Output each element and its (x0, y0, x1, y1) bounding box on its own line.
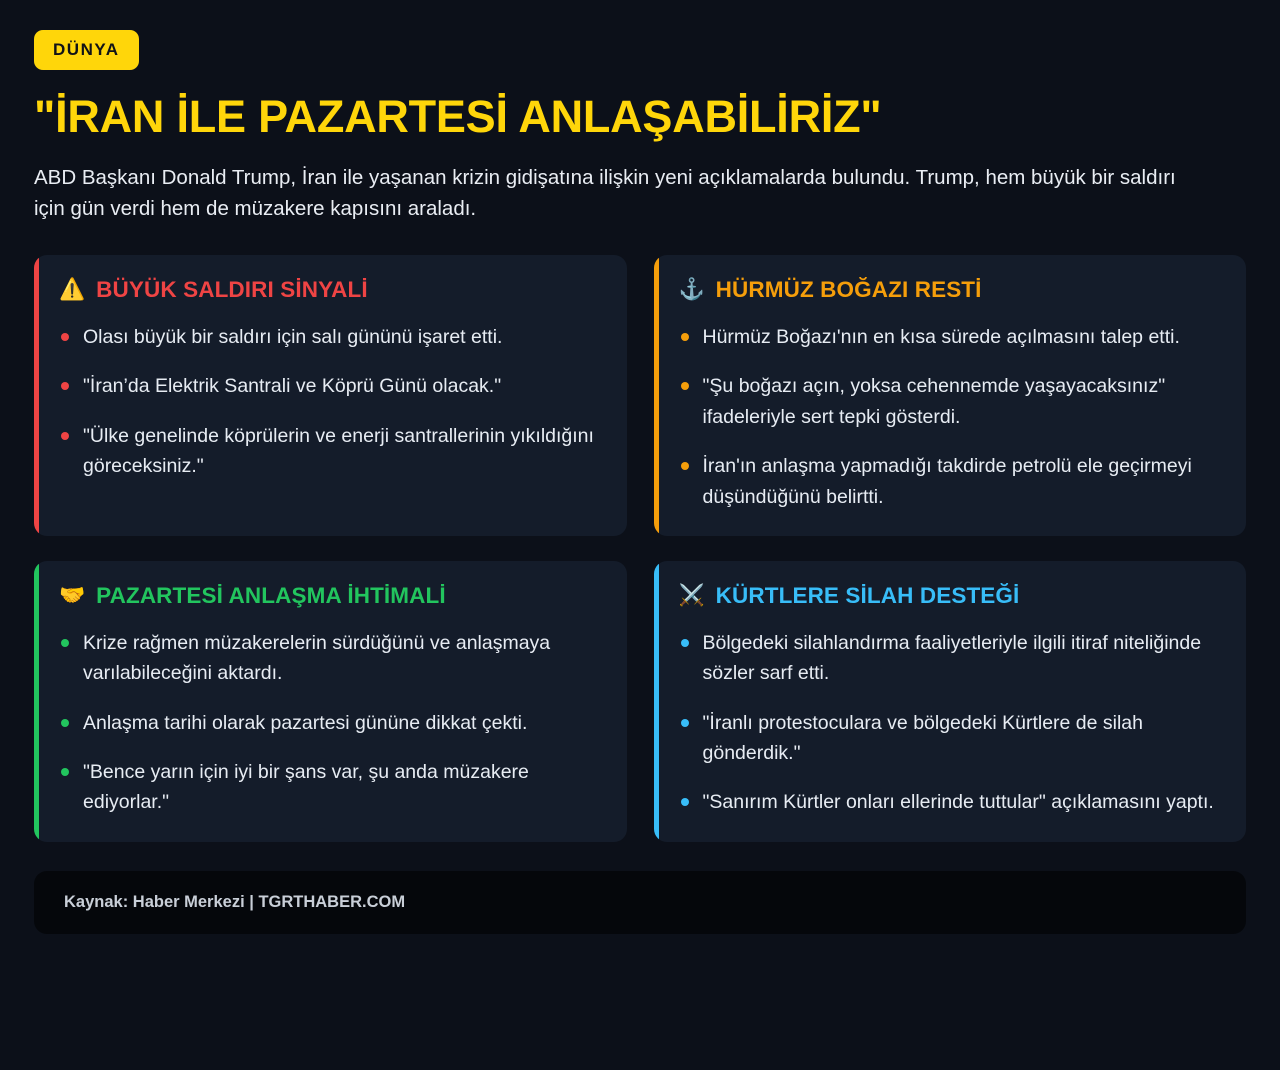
card-header (59, 277, 601, 303)
card-bullet-list (679, 322, 1221, 512)
info-card (654, 255, 1247, 536)
card-grid (34, 255, 1246, 842)
card-bullet-list (59, 628, 601, 818)
card-header (59, 583, 601, 609)
list-item: Krize rağmen müzakerelerin sürdüğünü ve anlaşmaya varılabileceğini aktardı. (59, 628, 601, 689)
card-title: PAZARTESİ ANLAŞMA İHTİMALİ (96, 582, 446, 608)
info-card (34, 255, 627, 536)
footer-source: Kaynak: Haber Merkezi | TGRTHABER.COM (34, 871, 1246, 934)
category-badge: DÜNYA (34, 30, 139, 70)
crossed-swords-icon: ⚔️ (678, 584, 705, 608)
anchor-icon: ⚓ (678, 278, 705, 302)
card-bullet-list (679, 628, 1221, 818)
list-item: "İran’da Elektrik Santrali ve Köprü Günü olacak." (59, 371, 601, 401)
card-title: KÜRTLERE SİLAH DESTEĞİ (715, 582, 1020, 608)
list-item: Hürmüz Boğazı'nın en kısa sürede açılmasını talep etti. (679, 322, 1221, 352)
card-header (679, 277, 1221, 303)
list-item: "Sanırım Kürtler onları ellerinde tuttular" açıklamasını yaptı. (679, 787, 1221, 817)
list-item: Olası büyük bir saldırı için salı gününü işaret etti. (59, 322, 601, 352)
list-item: İran'ın anlaşma yapmadığı takdirde petrolü ele geçirmeyi düşündüğünü belirtti. (679, 451, 1221, 512)
list-item: "İranlı protestoculara ve bölgedeki Kürtlere de silah gönderdik." (679, 708, 1221, 769)
list-item: Anlaşma tarihi olarak pazartesi gününe dikkat çekti. (59, 708, 601, 738)
warning-icon: ⚠️ (59, 278, 86, 302)
card-bullet-list (59, 322, 601, 482)
page-title: "İRAN İLE PAZARTESİ ANLAŞABİLİRİZ" (34, 91, 882, 142)
list-item: Bölgedeki silahlandırma faaliyetleriyle ilgili itiraf niteliğinde sözler sarf etti. (679, 628, 1221, 689)
card-header (679, 583, 1221, 609)
card-title: HÜRMÜZ BOĞAZI RESTİ (715, 277, 982, 302)
info-card (34, 561, 627, 842)
list-item: "Bence yarın için iyi bir şans var, şu anda müzakere ediyorlar." (59, 757, 601, 818)
page-subtitle: ABD Başkanı Donald Trump, İran ile yaşanan krizin gidişatına ilişkin yeni açıklamalarda bulundu. Trump, hem büyük bir saldırı için gün verdi hem de müzakere kapısını araladı. (34, 165, 1176, 220)
list-item: "Ülke genelinde köprülerin ve enerji santrallerinin yıkıldığını göreceksiniz." (59, 421, 601, 482)
list-item: "Şu boğazı açın, yoksa cehennemde yaşayacaksınız" ifadeleriyle sert tepki gösterdi. (679, 371, 1221, 432)
card-title: BÜYÜK SALDIRI SİNYALİ (96, 277, 368, 302)
info-card (654, 561, 1247, 842)
handshake-icon: 🤝 (59, 584, 86, 608)
